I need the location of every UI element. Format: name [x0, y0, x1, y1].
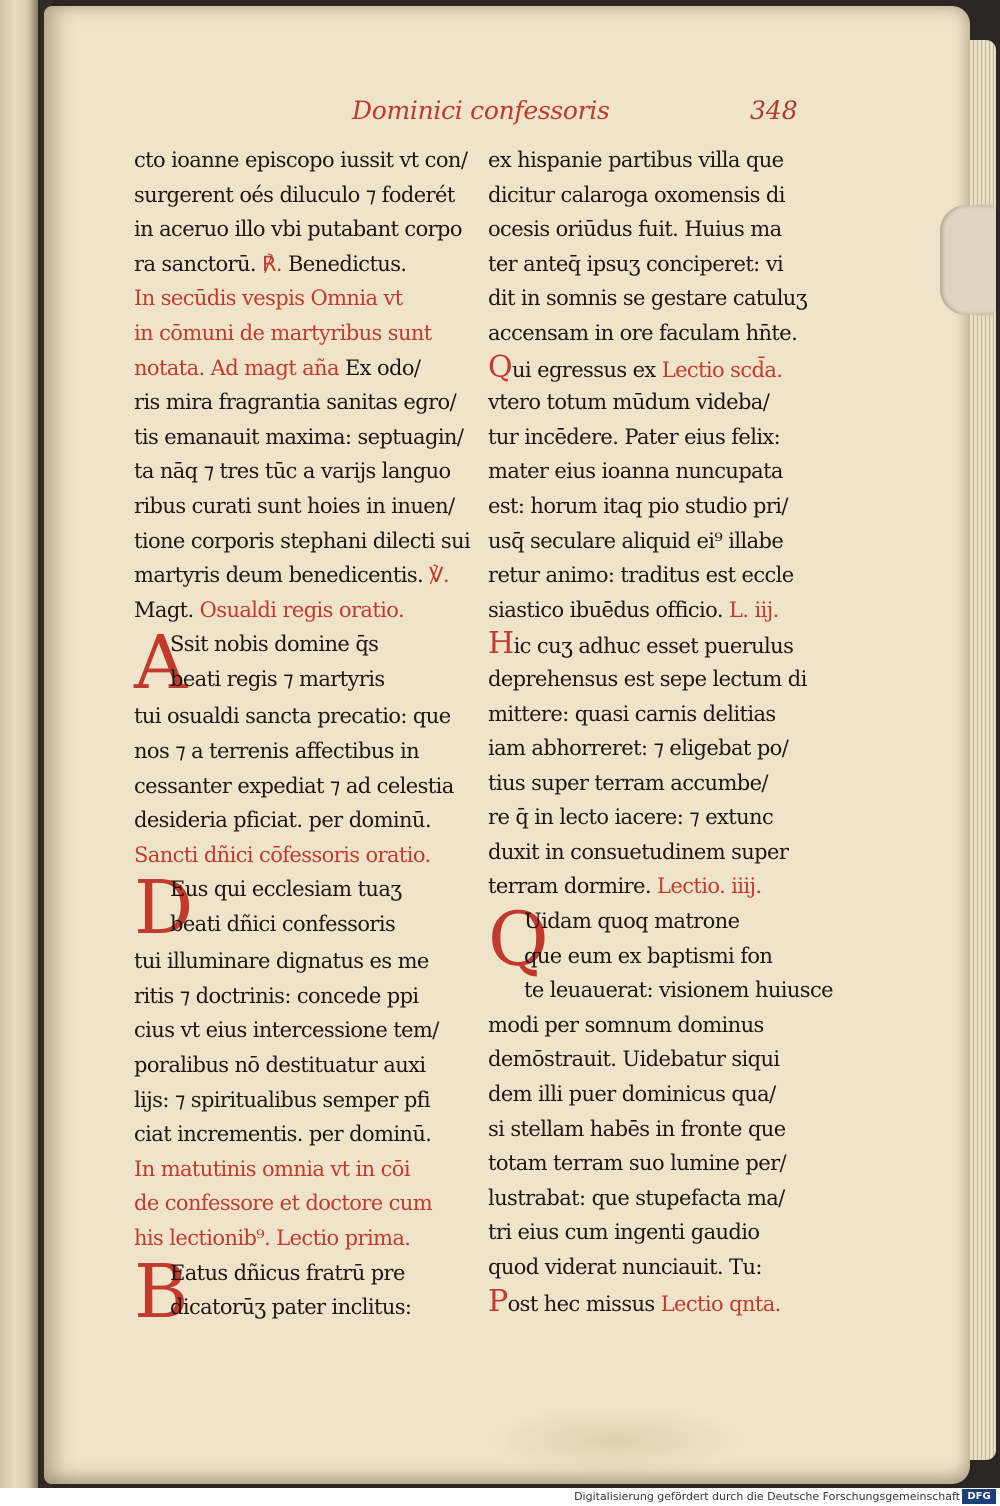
text-line: Eus qui ecclesiam tuaʒ	[170, 877, 402, 902]
text-line: deprehensus est sepe lectum di	[488, 666, 807, 691]
text-line: modi per somnum dominus	[488, 1012, 764, 1037]
text-line: nos ⁊ a terrenis affectibus in	[134, 738, 420, 763]
rubric-segment: ℟.	[262, 251, 288, 276]
lesson-heading-line	[488, 593, 826, 628]
text-line: mittere: quasi carnis delitias	[488, 701, 776, 726]
text-segment: Ex odo/	[344, 355, 421, 380]
text-line: Ssit nobis domine q̄s	[170, 632, 379, 657]
text-line: beati regis ⁊ martyris	[170, 666, 385, 691]
small-initial: H	[488, 626, 514, 662]
page-tab	[940, 205, 996, 315]
text-line: tur incēdere. Pater eius felix:	[488, 424, 781, 449]
text-segment: martyris deum benedicentis.	[134, 563, 430, 588]
text-segment: Magt.	[134, 597, 200, 622]
page-header	[352, 96, 812, 136]
text-line: quod viderat nunciauit. Tu:	[488, 1255, 762, 1279]
text-line: tui illuminare dignatus es me	[134, 949, 429, 974]
text-segment: terram dormire.	[488, 874, 658, 899]
text-segment: Benedictus.	[287, 251, 407, 276]
rubric-segment: Osualdi regis oratio.	[199, 597, 405, 622]
text-segment: ui egressus ex	[512, 357, 662, 382]
text-line: ritis ⁊ doctrinis: concede ppi	[134, 983, 419, 1008]
text-line: lijs: ⁊ spiritualibus semper pfi	[134, 1087, 431, 1112]
rubric-line: de confessore et doctore cum	[134, 1191, 433, 1216]
footer-bar	[0, 1488, 1000, 1506]
text-line: tione corporis stephani dilecti sui	[134, 528, 471, 553]
text-line: surgerent oés diluculo ⁊ foderét	[134, 182, 455, 207]
text-line: demōstrauit. Uidebatur siqui	[488, 1047, 780, 1072]
text-line: tius super terram accumbe/	[488, 770, 768, 795]
text-line	[134, 558, 470, 593]
text-segment: siastico ibuēdus officio.	[488, 597, 729, 622]
text-line: lustrabat: que stupefacta ma/	[488, 1185, 785, 1210]
small-initial: P	[488, 1283, 508, 1319]
text-line: ocesis oriūdus fuit. Huius ma	[488, 217, 782, 242]
rubric-line: In secūdis vespis Omnia vt	[134, 286, 403, 311]
text-line: iam abhorreret: ⁊ eligebat po/	[488, 736, 789, 761]
text-line: retur animo: traditus est eccle	[488, 563, 794, 588]
rubric-heading: Sancti dñici cōfessoris oratio.	[134, 842, 431, 867]
text-line: poralibus nō destituatur auxi	[134, 1053, 426, 1078]
text-line: cius vt eius intercessione tem/	[134, 1018, 439, 1043]
lesson-label: Lectio scd̄a.	[661, 357, 783, 382]
dfg-logo: DFG	[962, 1489, 996, 1504]
text-line	[134, 247, 470, 282]
drop-initial: D	[134, 865, 194, 952]
text-segment: ra sanctorū.	[134, 251, 263, 276]
text-line: si stellam habēs in fronte que	[488, 1116, 786, 1141]
text-line: Uidam quoq matrone	[524, 909, 740, 934]
text-line: accensam in ore faculam hn̄te.	[488, 320, 798, 345]
text-line: Eatus dñicus fratrū pre	[170, 1260, 405, 1285]
drop-initial: B	[134, 1248, 189, 1335]
text-line: mater eius ioanna nuncupata	[488, 459, 783, 484]
prayer-block	[134, 865, 470, 1152]
text-line: dicitur calaroga oxomensis di	[488, 182, 785, 207]
paper-stain	[484, 1406, 744, 1476]
text-line: ta nāq ⁊ tres tūc a varijs languo	[134, 459, 451, 484]
text-line	[134, 351, 470, 386]
lesson-label: Lectio qnta.	[660, 1291, 781, 1316]
text-line: re q̄ in lecto iacere: ⁊ extunc	[488, 805, 774, 830]
right-column	[488, 143, 833, 1319]
text-line: ter anteq̄ ipsuʒ conciperet: vi	[488, 251, 784, 276]
text-line: ribus curati sunt hoies in inuen/	[134, 493, 455, 518]
text-line: te leuauerat: visionem huiusce	[524, 978, 833, 1003]
text-line: tri eius cum ingenti gaudio	[488, 1220, 760, 1245]
text-line: cto ioanne episcopo iussit vt con/	[134, 148, 468, 172]
text-segment: ost hec missus	[507, 1291, 661, 1316]
funding-credit: Digitalisierung gefördert durch die Deutsche Forschungsgemeinschaft	[574, 1490, 960, 1503]
rubric-segment: ℣.	[429, 563, 449, 588]
text-line: ris mira fragrantia sanitas egro/	[134, 390, 457, 415]
text-segment: ic cuʒ adhuc esset puerulus	[513, 634, 794, 659]
text-line: dicatorūʒ pater inclitus:	[170, 1295, 412, 1320]
text-line: duxit in consuetudinem super	[488, 839, 789, 864]
text-line: dit in somnis se gestare catuluʒ	[488, 286, 807, 311]
rubric-line: In matutinis omnia vt in cōi	[134, 1156, 410, 1181]
text-line	[488, 627, 826, 662]
prayer-block	[134, 620, 470, 837]
rubric-line: his lectionib⁹. Lectio prima.	[134, 1226, 411, 1251]
lesson-heading-line	[488, 1285, 826, 1320]
text-line: cessanter expediat ⁊ ad celestia	[134, 773, 454, 798]
text-line: ex hispanie partibus villa que	[488, 148, 784, 172]
drop-initial: Q	[488, 897, 549, 984]
text-line: ciat incrementis. per dominū.	[134, 1122, 432, 1147]
text-line: desideria pficiat. per dominū.	[134, 808, 431, 833]
small-initial: Q	[488, 349, 512, 385]
text-line: beati dñici confessoris	[170, 911, 396, 936]
rubric-line: in cōmuni de martyribus sunt	[134, 320, 432, 345]
left-column	[134, 143, 471, 1335]
lesson-label: L. iij.	[728, 597, 779, 622]
text-line: usq̄ seculare aliquid ei⁹ illabe	[488, 528, 784, 553]
running-title: Dominici confessoris	[352, 96, 610, 125]
text-line: totam terram suo lumine per/	[488, 1151, 786, 1176]
text-line: tui osualdi sancta precatio: que	[134, 704, 451, 729]
lesson-heading-line	[488, 351, 826, 386]
rubric-segment: notata. Ad magt aña	[134, 355, 345, 380]
text-line: est: horum itaq pio studio pri/	[488, 493, 788, 518]
text-line: in aceruo illo vbi putabant corpo	[134, 217, 462, 242]
text-line: que eum ex baptismi fon	[524, 943, 773, 968]
text-line: dem illi puer dominicus qua/	[488, 1082, 776, 1107]
lesson-label: Lectio. iiij.	[657, 874, 762, 899]
text-line: vtero totum mūdum videba/	[488, 390, 770, 415]
drop-initial: A	[134, 620, 188, 707]
lesson-block	[134, 1248, 470, 1335]
folio-number: 348	[750, 96, 798, 125]
text-line: tis emanauit maxima: septuagin/	[134, 424, 464, 449]
lesson-block	[488, 897, 826, 984]
